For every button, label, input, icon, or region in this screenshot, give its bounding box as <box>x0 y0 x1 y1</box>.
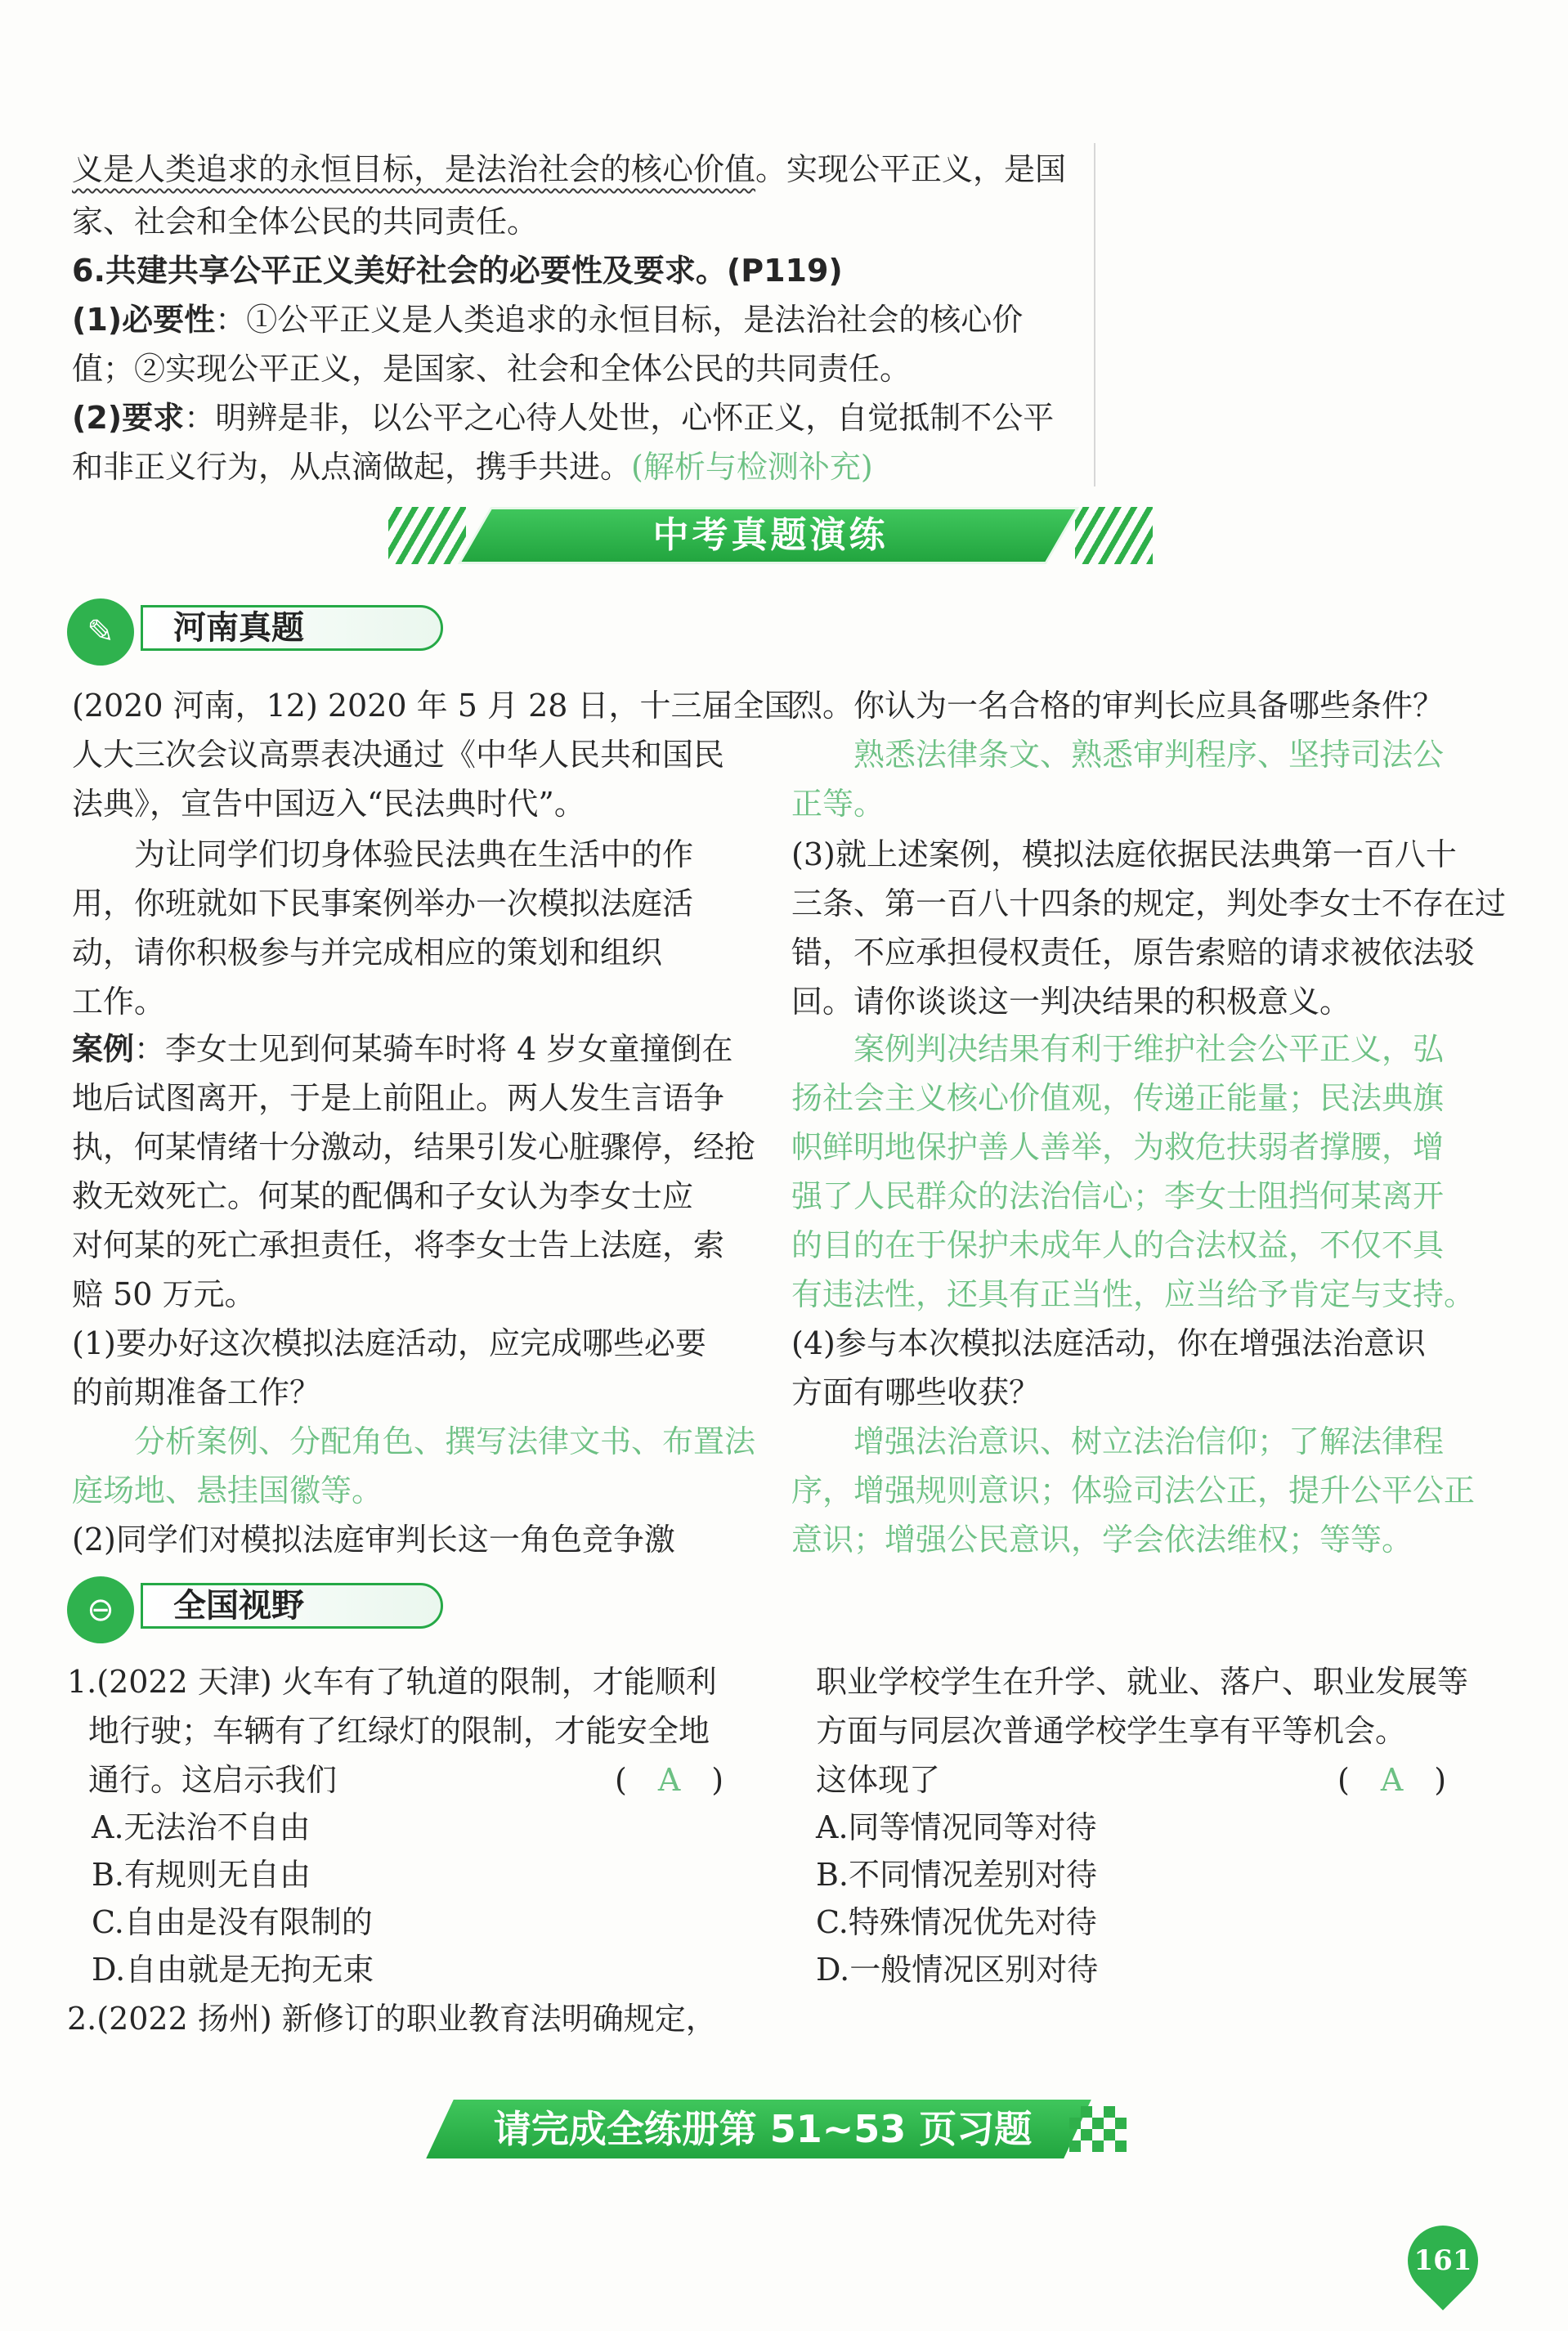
nq1-line-2: 地行驶；车辆有了红绿灯的限制，才能安全地 <box>88 1713 710 1749</box>
q6-2-b: 和非正义行为，从点滴做起，携手共进。(解析与检测补充) <box>72 449 873 485</box>
exercise-banner-text: 请完成全练册第 51~53 页习题 <box>493 2107 1033 2151</box>
nq2-line-4: 这体现了 <box>816 1762 941 1798</box>
nq1-option-a: A.无法治不自由 <box>92 1809 311 1845</box>
q4-line-2: 方面有哪些收获？ <box>791 1374 1041 1410</box>
henan-intro-7: 工作。 <box>72 984 166 1020</box>
q2-line-2: 烈。你认为一名合格的审判长应具备哪些条件？ <box>791 688 1445 724</box>
henan-intro-2: 人大三次会议高票表决通过《中华人民共和国民 <box>72 737 725 773</box>
nq2-line-3: 方面与同层次普通学校学生享有平等机会。 <box>816 1713 1407 1749</box>
underlined-phrase: 义是人类追求的永恒目标，是法治社会的核心价值 <box>72 151 756 187</box>
q4-line-1: (4)参与本次模拟法庭活动，你在增强法治意识 <box>791 1325 1426 1361</box>
a1-line-2: 庭场地、悬挂国徽等。 <box>72 1473 383 1508</box>
q3-line-2: 三条、第一百八十四条的规定，判处李女士不存在过 <box>791 885 1507 921</box>
nq2-answer: A <box>1380 1762 1404 1798</box>
case-line-4: 救无效死亡。何某的配偶和子女认为李女士应 <box>72 1178 694 1214</box>
nq2-answer-bracket: ( A ) <box>1337 1762 1447 1798</box>
q6-1-b: 值；②实现公平正义，是国家、社会和全体公民的共同责任。 <box>72 351 912 387</box>
a3-line-2: 扬社会主义核心价值观，传递正能量；民法典旗 <box>791 1080 1445 1116</box>
q3-line-3: 错，不应承担侵权责任，原告索赔的请求被依法驳 <box>791 935 1476 971</box>
nq2-option-c: C.特殊情况优先对待 <box>816 1904 1097 1940</box>
a2-line-1: 熟悉法律条文、熟悉审判程序、坚持司法公 <box>791 737 1445 773</box>
nq1-option-b: B.有规则无自由 <box>92 1857 311 1893</box>
henan-tag-label: 河南真题 <box>173 609 304 647</box>
a1-line-1: 分析案例、分配角色、撰写法律文书、布置法 <box>72 1423 756 1459</box>
section-banner <box>388 507 1153 564</box>
exercise-banner <box>415 2100 1127 2158</box>
a3-line-4: 强了人民群众的法治信心；李女士阻挡何某离开 <box>791 1178 1445 1214</box>
checker-decoration <box>1069 2106 1127 2152</box>
nq2-line-1: 2.(2022 扬州) 新修订的职业教育法明确规定， <box>67 2001 717 2037</box>
a3-line-3: 帜鲜明地保护善人善举，为救危扶弱者撑腰，增 <box>791 1129 1445 1165</box>
q3-line-1: (3)就上述案例，模拟法庭依据民法典第一百八十 <box>791 836 1457 872</box>
henan-intro-5: 用，你班就如下民事案例举办一次模拟法庭活 <box>72 885 694 921</box>
nq1-option-d: D.自由就是无拘无束 <box>92 1952 374 1988</box>
nq1-line-3: 通行。这启示我们 <box>88 1762 338 1798</box>
case-line-5: 对何某的死亡承担责任，将李女士告上法庭，索 <box>72 1227 725 1263</box>
national-tag-label: 全国视野 <box>173 1587 304 1625</box>
top-line-2: 家、社会和全体公民的共同责任。 <box>72 204 539 240</box>
banner-title: 中考真题演练 <box>652 514 889 556</box>
q6-1-a: (1)必要性：①公平正义是人类追求的永恒目标，是法治社会的核心价 <box>72 302 1024 338</box>
a3-line-1: 案例判决结果有利于维护社会公平正义，弘 <box>791 1031 1445 1067</box>
nq2-line-2: 职业学校学生在升学、就业、落户、职业发展等 <box>816 1664 1469 1700</box>
link-icon: ⊖ <box>67 1576 134 1643</box>
a3-line-6: 有违法性，还具有正当性，应当给予肯定与支持。 <box>791 1276 1476 1312</box>
henan-intro-3: 法典》，宣告中国迈入“民法典时代”。 <box>72 786 585 822</box>
henan-tag <box>67 598 451 656</box>
henan-intro-1: (2020 河南，12) 2020 年 5 月 28 日，十三届全国 <box>72 688 795 724</box>
source-note: (解析与检测补充) <box>631 449 873 485</box>
a2-line-2: 正等。 <box>791 786 885 822</box>
page-number: 161 <box>1413 2244 1472 2277</box>
national-tag <box>67 1576 451 1634</box>
a4-line-1: 增强法治意识、树立法治信仰；了解法律程 <box>791 1423 1445 1459</box>
top-line-1: 义是人类追求的永恒目标，是法治社会的核心价值。实现公平正义，是国 <box>72 151 1067 187</box>
pencil-icon: ✎ <box>67 598 134 666</box>
nq2-option-b: B.不同情况差别对待 <box>816 1857 1098 1893</box>
case-line-1: 案例：李女士见到何某骑车时将 4 岁女童撞倒在 <box>72 1031 733 1067</box>
q1-line-1: (1)要办好这次模拟法庭活动，应完成哪些必要 <box>72 1325 706 1361</box>
a4-line-2: 序，增强规则意识；体验司法公正，提升公平公正 <box>791 1473 1476 1508</box>
side-divider <box>1094 143 1095 486</box>
nq1-option-c: C.自由是没有限制的 <box>92 1904 373 1940</box>
q2-line-1: (2)同学们对模拟法庭审判长这一角色竞争激 <box>72 1522 675 1558</box>
a3-line-5: 的目的在于保护未成年人的合法权益，不仅不具 <box>791 1227 1445 1263</box>
q6-2-a: (2)要求：明辨是非，以公平之心待人处世，心怀正义，自觉抵制不公平 <box>72 400 1055 436</box>
nq2-option-a: A.同等情况同等对待 <box>816 1809 1097 1845</box>
page-number-badge <box>1393 2211 1493 2311</box>
henan-intro-6: 动，请你积极参与并完成相应的策划和组织 <box>72 935 663 971</box>
a4-line-3: 意识；增强公民意识，学会依法维权；等等。 <box>791 1522 1413 1558</box>
henan-intro-4: 为让同学们切身体验民法典在生活中的作 <box>72 836 694 872</box>
q1-line-2: 的前期准备工作？ <box>72 1374 321 1410</box>
q6-title: 6.共建共享公平正义美好社会的必要性及要求。(P119) <box>72 253 843 289</box>
nq1-answer: A <box>657 1762 681 1798</box>
nq1-answer-bracket: ( A ) <box>615 1762 724 1798</box>
nq1-line-1: 1.(2022 天津) 火车有了轨道的限制，才能顺利 <box>67 1664 717 1700</box>
q3-line-4: 回。请你谈谈这一判决结果的积极意义。 <box>791 984 1351 1020</box>
nq2-option-d: D.一般情况区别对待 <box>816 1952 1099 1988</box>
case-line-3: 执，何某情绪十分激动，结果引发心脏骤停，经抢 <box>72 1129 756 1165</box>
case-line-6: 赔 50 万元。 <box>72 1276 256 1312</box>
case-line-2: 地后试图离开，于是上前阻止。两人发生言语争 <box>72 1080 725 1116</box>
